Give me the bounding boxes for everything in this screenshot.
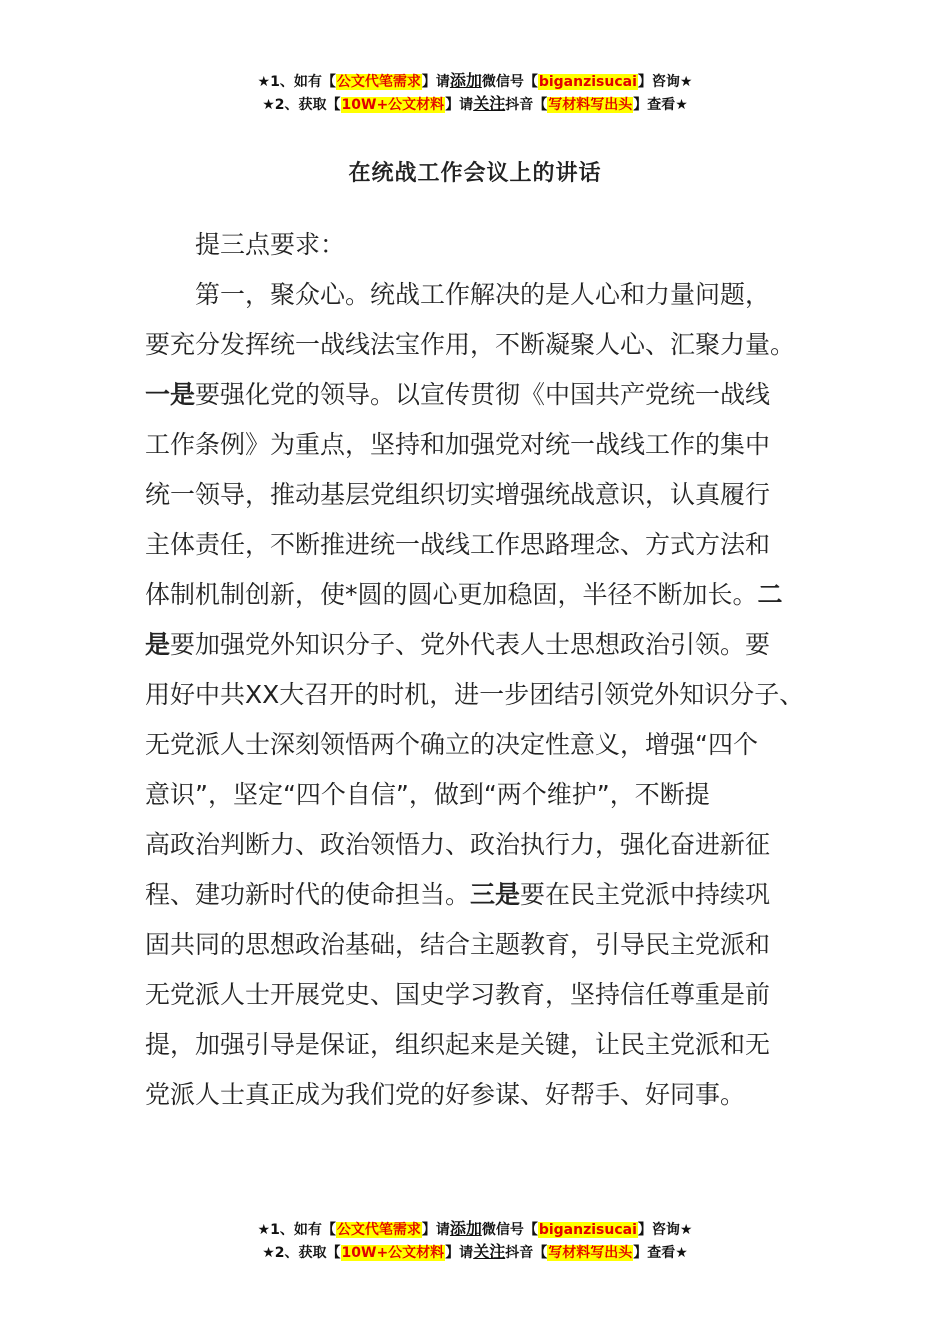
banner-text: 】咨询★ [637,74,693,90]
paragraph-line: 提三点要求： [195,230,346,259]
paragraph-line [145,570,820,620]
banner-highlight: biganzisucai [538,1222,637,1238]
line-text: 程、建功新时代的使命担当。 [145,880,471,909]
banner-emphasis: 添加 [449,1219,482,1238]
paragraph-line: 党派人士真正成为我们党的好参谋、好帮手、好同事。 [145,1080,746,1109]
paragraph-line: 要充分发挥统一战线法宝作用，不断凝聚人心、汇聚力量。 [145,330,796,359]
paragraph-line [145,620,820,670]
paragraph-line: 无党派人士深刻领悟两个确立的决定性意义，增强“四个 [145,730,758,759]
banner-text: 】查看★ [633,97,688,113]
banner-line-1 [0,1218,950,1241]
header-banner [0,70,950,116]
bold-marker: 二 [757,580,783,609]
banner-text: 】请 [421,74,450,90]
paragraph-line: 用好中共XX大召开的时机，进一步团结引领党外知识分子、 [145,680,805,709]
banner-highlight: 10W+公文材料 [341,1245,445,1261]
line-text: 要在民主党派中持续巩 [520,880,771,909]
banner-text: 微信号【 [481,74,538,90]
paragraph-line: 高政治判断力、政治领悟力、政治执行力，强化奋进新征 [145,830,771,859]
banner-emphasis: 关注 [473,94,506,113]
banner-text: 抖音【 [505,97,548,113]
banner-line-1 [0,70,950,93]
paragraph-line [145,370,820,420]
banner-emphasis: 添加 [449,71,482,90]
banner-text: ★2、获取【 [262,1245,341,1261]
paragraph-line: 第一，聚众心。统战工作解决的是人心和力量问题， [195,280,771,309]
banner-highlight: 公文代笔需求 [336,1222,421,1238]
document-body [145,220,820,1120]
line-text: 要加强党外知识分子、党外代表人士思想政治引领。要 [170,630,771,659]
banner-text: ★1、如有【 [257,1222,336,1238]
paragraph-line [145,870,820,920]
bold-marker: 一是 [145,380,196,409]
document-title: 在统战工作会议上的讲话 [348,161,602,186]
banner-highlight: 写材料写出头 [548,1245,633,1261]
banner-text: ★1、如有【 [257,74,336,90]
paragraph-line: 意识”，坚定“四个自信”，做到“两个维护”，不断提 [145,780,710,809]
footer-banner [0,1218,950,1264]
paragraph-line: 无党派人士开展党史、国史学习教育，坚持信任尊重是前 [145,980,771,1009]
bold-marker: 是 [145,630,171,659]
banner-text: 】查看★ [633,1245,688,1261]
banner-emphasis: 关注 [473,1242,506,1261]
line-text: 体制机制创新，使*圆的圆心更加稳固，半径不断加长。 [145,580,758,609]
paragraph-line: 统一领导，推动基层党组织切实增强统战意识，认真履行 [145,480,771,509]
banner-text: 抖音【 [505,1245,548,1261]
paragraph-line: 工作条例》为重点，坚持和加强党对统一战线工作的集中 [145,430,771,459]
paragraph-line: 提，加强引导是保证，组织起来是关键，让民主党派和无 [145,1030,771,1059]
banner-highlight: biganzisucai [538,74,637,90]
banner-highlight: 公文代笔需求 [336,74,421,90]
line-text: 要强化党的领导。以宣传贯彻《中国共产党统一战线 [195,380,771,409]
banner-text: 】请 [421,1222,450,1238]
bold-marker: 三是 [470,880,521,909]
banner-line-2 [0,93,950,116]
paragraph-line: 主体责任，不断推进统一战线工作思路理念、方式方法和 [145,530,771,559]
paragraph-line: 固共同的思想政治基础，结合主题教育，引导民主党派和 [145,930,771,959]
banner-highlight: 写材料写出头 [548,97,633,113]
banner-line-2 [0,1241,950,1264]
banner-highlight: 10W+公文材料 [341,97,445,113]
banner-text: 】请 [445,1245,474,1261]
banner-text: 微信号【 [481,1222,538,1238]
banner-text: 】请 [445,97,474,113]
banner-text: ★2、获取【 [262,97,341,113]
banner-text: 】咨询★ [637,1222,693,1238]
